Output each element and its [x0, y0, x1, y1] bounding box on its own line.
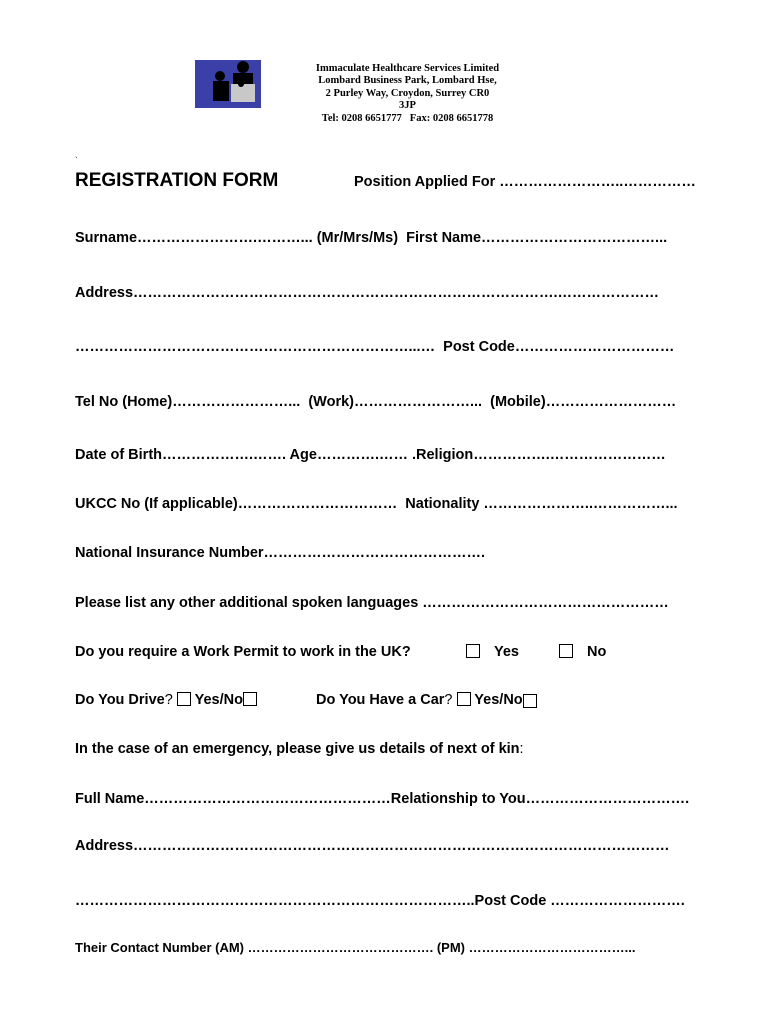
national-insurance-field[interactable]: National Insurance Number………………………………………. — [75, 545, 486, 561]
kin-contact-number-field[interactable]: Their Contact Number (AM) ……………………………………. (PM) ………………………………... — [75, 940, 636, 955]
people-logo-icon — [195, 60, 261, 108]
drive-yesno-label: Yes/No — [194, 692, 243, 708]
drive-checkbox[interactable] — [177, 692, 191, 706]
car-checkbox[interactable] — [457, 692, 471, 706]
permit-yes-label: Yes — [494, 644, 519, 660]
car-yesno-label: Yes/No — [474, 692, 523, 708]
question-mark: ? — [164, 692, 173, 708]
kin-address-field-1[interactable]: Address………………………………………………………………………………………………… — [75, 838, 670, 854]
permit-no-label: No — [587, 644, 607, 660]
checkbox-icon[interactable] — [559, 644, 573, 658]
company-logo — [195, 60, 261, 108]
question-mark: ? — [444, 692, 453, 708]
address-postcode-field[interactable]: ……………………………………………………………...… Post Code…………………………… — [75, 339, 675, 355]
company-name: Immaculate Healthcare Services Limited — [315, 63, 500, 74]
telephone-fields[interactable]: Tel No (Home)……………………... (Work)……………………... (Mobile)……………………… — [75, 394, 677, 410]
permit-yes-checkbox[interactable] — [466, 644, 480, 660]
surname-firstname-field[interactable]: Surname…………………….………... (Mr/Mrs/Ms) First Name………………………………... — [75, 230, 668, 246]
car-question — [316, 692, 537, 708]
languages-field[interactable]: Please list any other additional spoken languages …………………………………………… — [75, 595, 669, 611]
kin-fullname-relationship-field[interactable]: Full Name……………………………………………Relationship to You……………………………. — [75, 791, 690, 807]
address-field-1[interactable]: Address…………………………………………………………………………….………………… — [75, 285, 660, 301]
ukcc-nationality-field[interactable]: UKCC No (If applicable)…………………………… Nationality …………………..……………... — [75, 496, 678, 512]
emergency-heading-text: In the case of an emergency, please give us details of next of kin — [75, 741, 520, 757]
stray-mark: ` — [75, 156, 78, 165]
drive-yesno-checkbox[interactable] — [243, 692, 257, 706]
company-phone-fax: Tel: 0208 6651777 Fax: 0208 6651778 — [321, 112, 494, 124]
form-title: REGISTRATION FORM — [75, 170, 279, 191]
dob-age-religion-field[interactable]: Date of Birth……………….……. Age………….…… .Religion…………….…………………… — [75, 447, 666, 463]
work-permit-question: Do you require a Work Permit to work in the UK? — [75, 644, 411, 660]
company-postcode: 3JP — [399, 100, 416, 112]
kin-address-postcode-field[interactable]: ………………………………………………………………………..Post Code ………………………. — [75, 893, 685, 909]
colon: : — [519, 741, 524, 757]
company-address-block — [280, 63, 535, 125]
permit-no-checkbox[interactable] — [559, 644, 573, 660]
drive-question — [75, 692, 257, 708]
drive-question-text: Do You Drive — [75, 692, 165, 708]
position-applied-field[interactable]: Position Applied For ……………………..…………… — [354, 174, 696, 190]
company-address-line: 2 Purley Way, Croydon, Surrey CR0 — [325, 87, 490, 99]
emergency-heading — [75, 741, 524, 757]
car-question-text: Do You Have a Car — [316, 692, 445, 708]
checkbox-icon[interactable] — [466, 644, 480, 658]
car-yesno-checkbox[interactable] — [523, 694, 537, 708]
company-address-line: Lombard Business Park, Lombard Hse, — [318, 75, 497, 87]
